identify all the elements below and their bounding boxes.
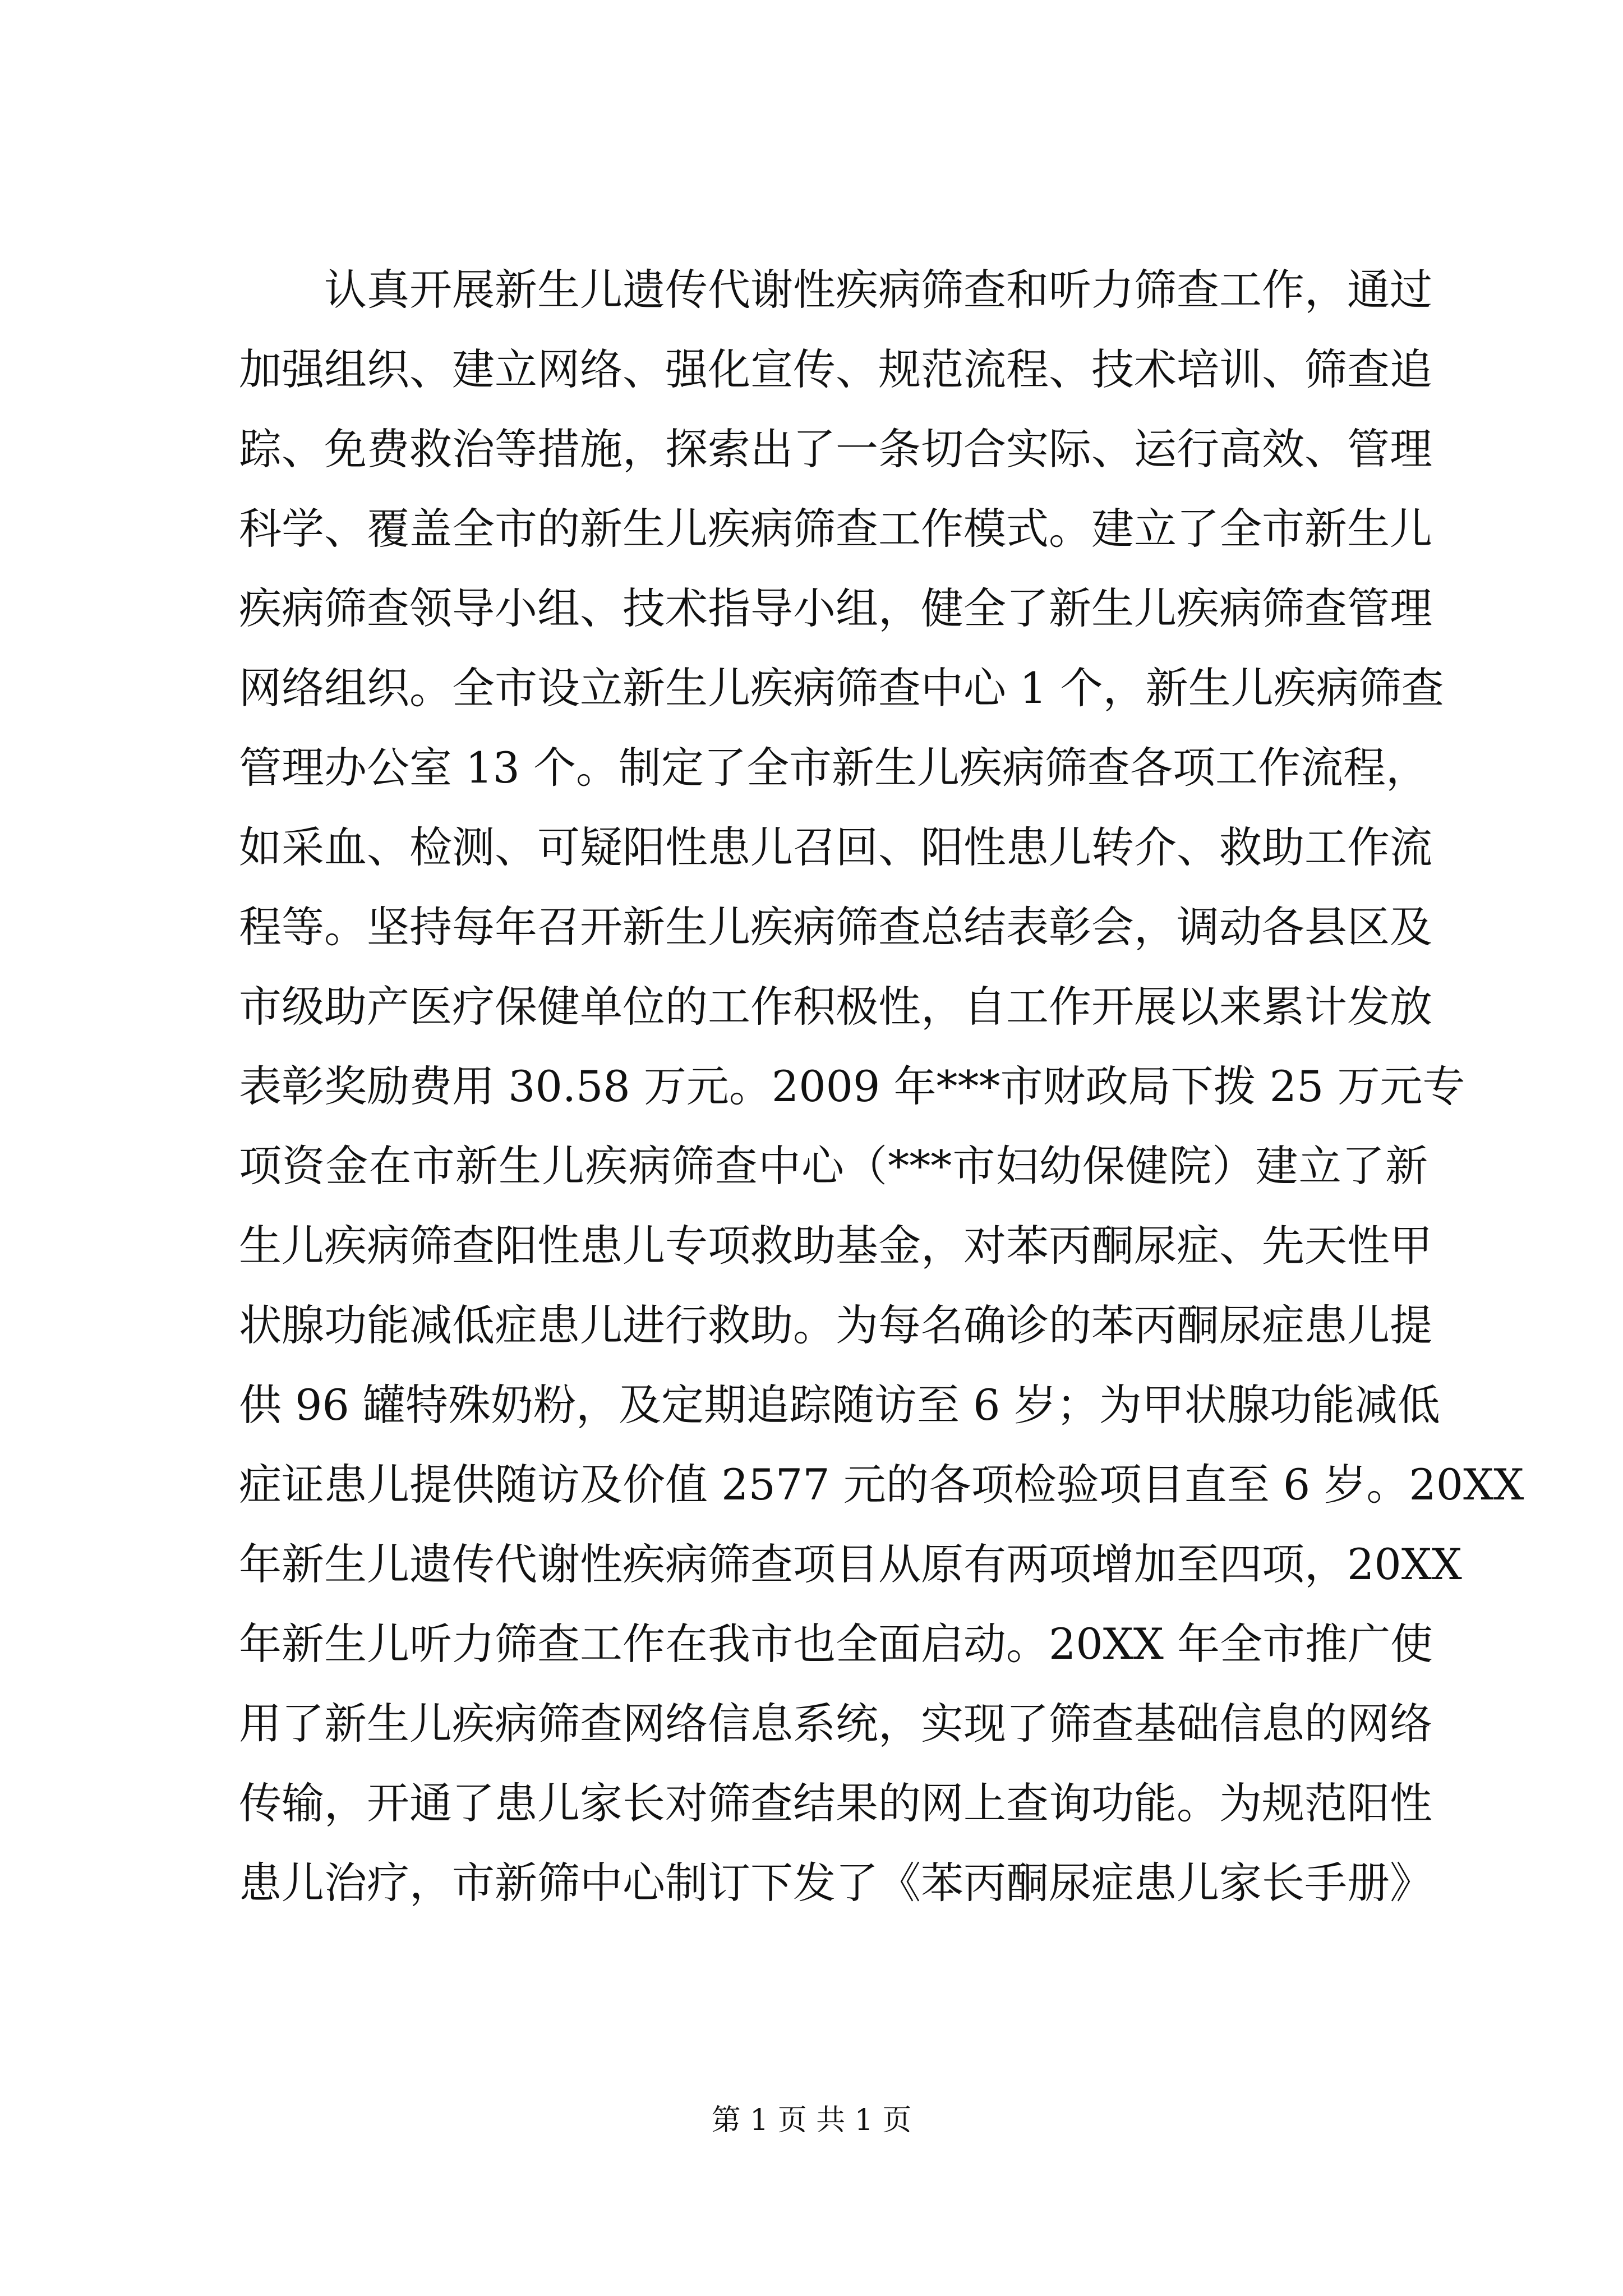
text-line: 传输，开通了患儿家长对筛查结果的网上查询功能。为规范阳性 [239, 1778, 1432, 1828]
text-line: 市级助产医疗保健单位的工作积极性，自工作开展以来累计发放 [239, 982, 1432, 1032]
text-line: 网络组织。全市设立新生儿疾病筛查中心 1 个，新生儿疾病筛查 [239, 663, 1444, 713]
text-line: 年新生儿听力筛查工作在我市也全面启动。20XX 年全市推广使 [239, 1619, 1433, 1669]
text-line: 状腺功能减低症患儿进行救助。为每名确诊的苯丙酮尿症患儿提 [239, 1300, 1432, 1350]
page-footer: 第 1 页 共 1 页 [711, 2104, 912, 2137]
text-line: 认真开展新生儿遗传代谢性疾病筛查和听力筛查工作，通过 [324, 265, 1432, 315]
text-line: 管理办公室 13 个。制定了全市新生儿疾病筛查各项工作流程， [239, 743, 1429, 793]
text-line: 生儿疾病筛查阳性患儿专项救助基金，对苯丙酮尿症、先天性甲 [239, 1221, 1432, 1271]
text-line: 表彰奖励费用 30.58 万元。2009 年***市财政局下拨 25 万元专 [239, 1061, 1465, 1111]
text-line: 踪、免费救治等措施，探索出了一条切合实际、运行高效、管理 [239, 424, 1432, 474]
text-line: 年新生儿遗传代谢性疾病筛查项目从原有两项增加至四项，20XX [239, 1539, 1462, 1589]
text-line: 供 96 罐特殊奶粉，及定期追踪随访至 6 岁；为甲状腺功能减低 [239, 1380, 1440, 1430]
text-line: 项资金在市新生儿疾病筛查中心（***市妇幼保健院）建立了新 [239, 1141, 1428, 1191]
text-line: 科学、覆盖全市的新生儿疾病筛查工作模式。建立了全市新生儿 [239, 504, 1432, 554]
text-line: 症证患儿提供随访及价值 2577 元的各项检验项目直至 6 岁。20XX [239, 1460, 1524, 1510]
text-line: 如采血、检测、可疑阳性患儿召回、阳性患儿转介、救助工作流 [239, 822, 1432, 872]
text-line: 疾病筛查领导小组、技术指导小组，健全了新生儿疾病筛查管理 [239, 583, 1432, 633]
text-line: 程等。坚持每年召开新生儿疾病筛查总结表彰会，调动各县区及 [239, 902, 1432, 952]
body-paragraph [239, 250, 1524, 1923]
text-line: 用了新生儿疾病筛查网络信息系统，实现了筛查基础信息的网络 [239, 1699, 1432, 1749]
text-line: 加强组织、建立网络、强化宣传、规范流程、技术培训、筛查追 [239, 344, 1432, 394]
text-line: 患儿治疗，市新筛中心制订下发了《苯丙酮尿症患儿家长手册》 [239, 1858, 1432, 1908]
